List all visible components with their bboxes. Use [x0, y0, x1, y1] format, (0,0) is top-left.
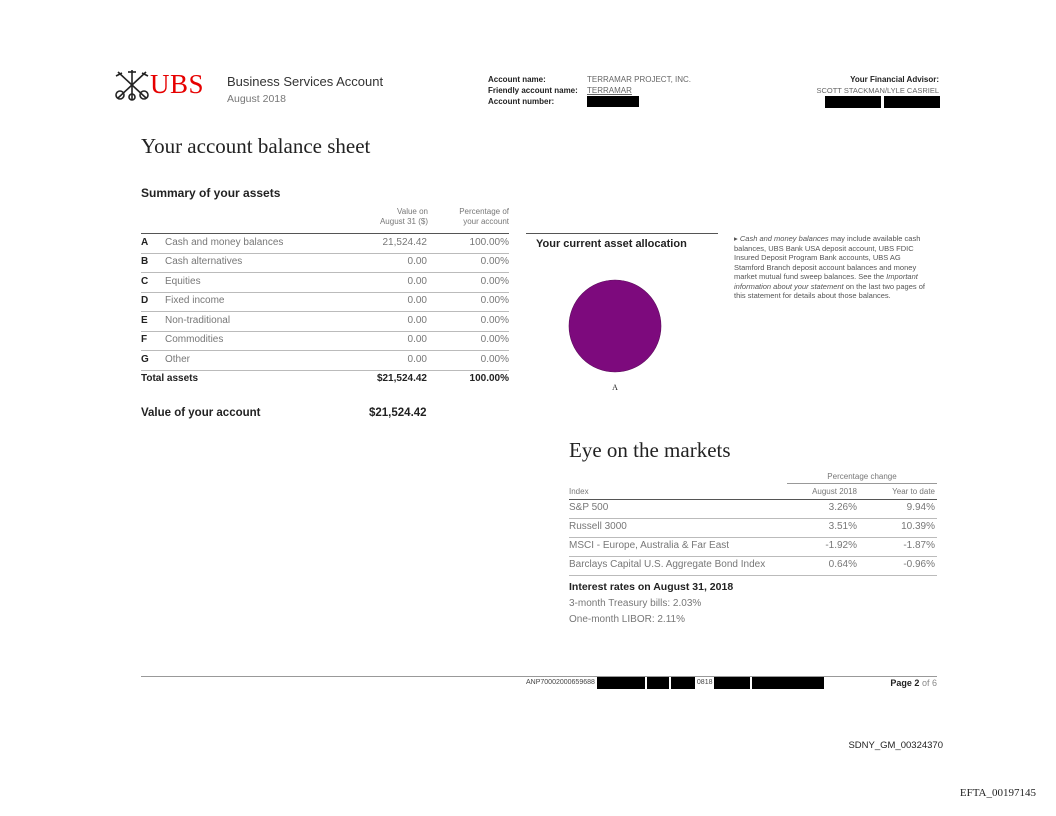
footer-redaction — [752, 677, 824, 689]
footer-document-code: ANP70002000659688 0818 — [526, 677, 824, 689]
account-name-value: TERRAMAR PROJECT, INC. — [587, 75, 692, 84]
table-row: S&P 500 3.26% 9.94% — [569, 500, 937, 519]
markets-title: Eye on the markets — [569, 438, 731, 462]
table-row: C Equities 0.00 0.00% — [141, 273, 509, 293]
footer-redaction — [671, 677, 695, 689]
allocation-pie-chart — [560, 272, 670, 402]
account-value-label: Value of your account — [141, 407, 261, 419]
account-value-amount: $21,524.42 — [369, 407, 427, 419]
account-number-label: Account number: — [488, 97, 555, 106]
ubs-logo-text: UBS — [150, 69, 205, 99]
footer-redaction — [597, 677, 645, 689]
markets-column-headers: Index August 2018 Year to date — [569, 485, 937, 500]
friendly-name-label: Friendly account name: — [488, 86, 578, 95]
interest-rates-title: Interest rates on August 31, 2018 — [569, 581, 734, 593]
table-row: G Other 0.00 0.00% — [141, 351, 509, 371]
advisor-label: Your Financial Advisor: — [850, 75, 939, 84]
table-row: E Non-traditional 0.00 0.00% — [141, 312, 509, 332]
pie-slice-A — [569, 280, 661, 372]
statement-period: August 2018 — [227, 93, 286, 105]
table-row: D Fixed income 0.00 0.00% — [141, 292, 509, 312]
friendly-name-value: TERRAMAR — [587, 86, 632, 95]
footer-redaction — [714, 677, 750, 689]
efta-number: EFTA_00197145 — [959, 787, 1036, 799]
treasury-rate: 3-month Treasury bills: 2.03% — [569, 598, 702, 609]
advisor-phone-redaction — [825, 96, 881, 108]
table-row: B Cash alternatives 0.00 0.00% — [141, 253, 509, 273]
table-row: Russell 3000 3.51% 10.39% — [569, 519, 937, 538]
page-number: Page 2 of 6 — [890, 678, 937, 688]
account-number-redaction — [587, 96, 639, 107]
page-title: Your account balance sheet — [141, 134, 371, 158]
ubs-keys-logo-icon — [112, 68, 152, 102]
bullet-arrow-icon: ▸ — [734, 234, 740, 243]
value-column-header: Value on August 31 ($) — [379, 207, 428, 226]
percentage-column-header: Percentage of your account — [459, 207, 509, 226]
pie-label-A: A — [612, 383, 618, 392]
table-row: F Commodities 0.00 0.00% — [141, 331, 509, 351]
percentage-change-header: Percentage change — [569, 472, 937, 484]
table-row: MSCI - Europe, Australia & Far East -1.92% -1.87% — [569, 538, 937, 557]
allocation-divider — [526, 233, 718, 234]
account-name-label: Account name: — [488, 75, 546, 84]
libor-rate: One-month LIBOR: 2.11% — [569, 614, 685, 625]
advisor-email-redaction — [884, 96, 940, 108]
account-type: Business Services Account — [227, 74, 384, 89]
summary-title: Summary of your assets — [141, 186, 281, 200]
table-row: A Cash and money balances 21,524.42 100.00% — [141, 234, 509, 254]
footer-redaction — [647, 677, 669, 689]
allocation-title: Your current asset allocation — [536, 238, 687, 250]
table-row: Barclays Capital U.S. Aggregate Bond Index 0.64% -0.96% — [569, 557, 937, 576]
cash-balances-note: ▸ Cash and money balances may include available cash balances, UBS Bank USA deposit account, UBS FDIC Insured Deposit Program Bank accounts, UBS AG Stamford Branch deposit account balances and money market mutual fund sweep balances. See the Important information about your statement on the last two pages of this statement for details about those balances. — [734, 234, 925, 300]
bates-number: SDNY_GM_00324370 — [848, 740, 943, 751]
advisor-name: SCOTT STACKMAN/LYLE CASRIEL — [816, 86, 939, 95]
